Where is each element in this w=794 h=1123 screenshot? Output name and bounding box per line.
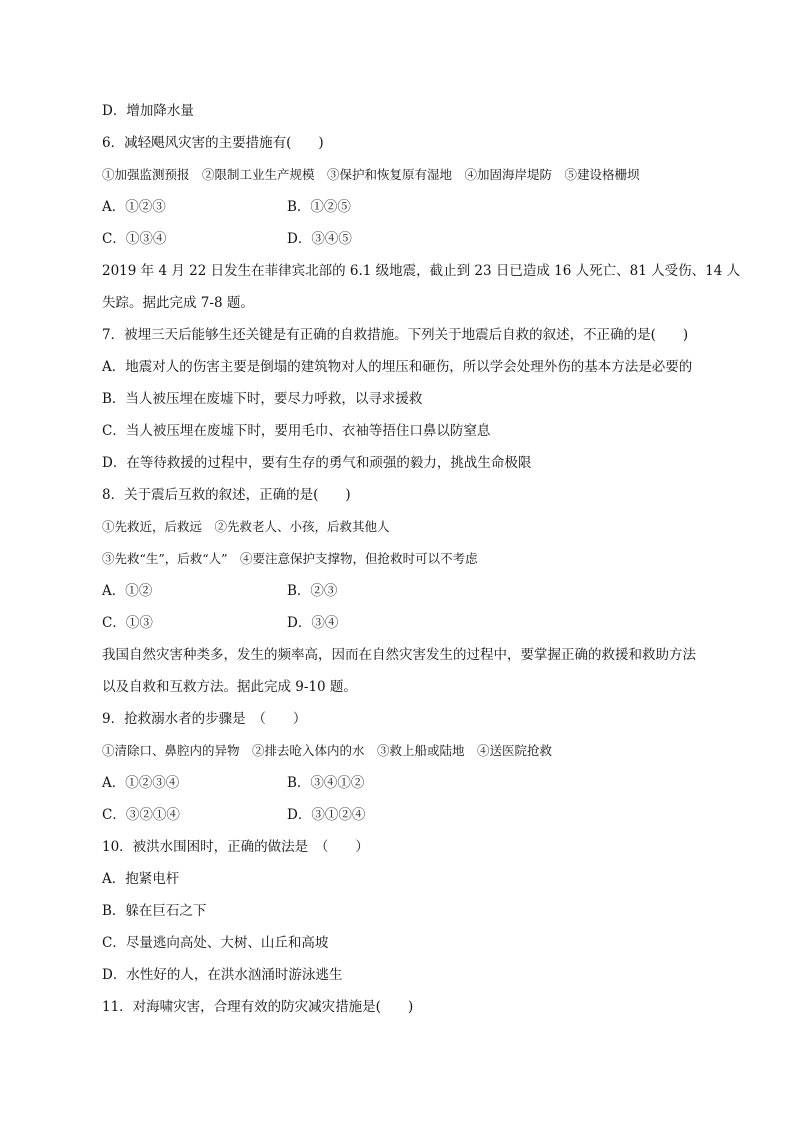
choice-b: B．③④①② (287, 775, 365, 791)
choice-c: C．③②①④ (102, 807, 180, 823)
choice-c: C．①③ (102, 615, 153, 631)
passage-text: 我国自然灾害种类多，发生的频率高，因而在自然灾害发生的过程中，要掌握正确的救援和救助方法 (102, 647, 696, 663)
question-10-choice-c (102, 932, 728, 964)
option-6-prev-d (102, 100, 728, 132)
passage-text: 2019 年 4 月 22 日发生在菲律宾北部的 6.1 级地震，截止到 23 日已造成 16 人死亡、81 人受伤、14 人 (102, 263, 741, 279)
choice-a: A．地震对人的伤害主要是倒塌的建筑物对人的埋压和砸伤，所以学会处理外伤的基本方法是必要的 (102, 359, 693, 375)
question-text: 10．被洪水围困时，正确的做法是 （ ） (102, 839, 369, 855)
items-text: ③先救“生”，后救“人” ④要注意保护支撑物，但抢救时可以不考虑 (102, 551, 478, 566)
line-text: D．增加降水量 (102, 103, 194, 119)
question-9 (102, 708, 728, 740)
question-text: 7．被埋三天后能够生还关键是有正确的自救措施。下列关于地震后自救的叙述，不正确的是( ) (102, 327, 689, 343)
question-10 (102, 836, 728, 868)
choice-d: D．水性好的人，在洪水汹涌时游泳逃生 (102, 967, 343, 983)
passage-9-10-line-2 (102, 676, 728, 708)
items-text: ①清除口、鼻腔内的异物 ②排去呛入体内的水 ③救上船或陆地 ④送医院抢救 (102, 743, 553, 758)
exam-page (102, 100, 741, 1028)
question-6-items (102, 164, 728, 196)
choice-d: D．③④⑤ (287, 231, 352, 247)
question-text: 6．减轻飓风灾害的主要措施有( ) (102, 135, 324, 151)
question-11 (102, 996, 728, 1028)
choice-d: D．在等待救援的过程中，要有生存的勇气和顽强的毅力，挑战生命极限 (102, 455, 532, 471)
choice-b: B．躲在巨石之下 (102, 903, 207, 919)
question-6-choices-cd (102, 228, 728, 260)
items-text: ①先救近，后救远 ②先救老人、小孩，后救其他人 (102, 519, 390, 534)
question-8-items-1 (102, 516, 728, 548)
question-8-choices-cd (102, 612, 728, 644)
question-text: 11．对海啸灾害，合理有效的防灾减灾措施是( ) (102, 999, 414, 1015)
question-text: 8．关于震后互救的叙述，正确的是( ) (102, 487, 351, 503)
passage-text: 以及自救和互救方法。据此完成 9-10 题。 (102, 679, 357, 695)
question-8-items-2 (102, 548, 728, 580)
passage-9-10-line-1 (102, 644, 728, 676)
choice-b: B．当人被压埋在废墟下时，要尽力呼救，以寻求援救 (102, 391, 423, 407)
question-9-choices-ab (102, 772, 728, 804)
question-6-choices-ab (102, 196, 728, 228)
question-7-choice-a (102, 356, 728, 388)
choice-a: A．①②③ (102, 199, 166, 215)
question-7 (102, 324, 728, 356)
items-text: ①加强监测预报 ②限制工业生产规模 ③保护和恢复原有湿地 ④加固海岸堤防 ⑤建设格栅坝 (102, 167, 640, 182)
question-8 (102, 484, 728, 516)
question-6 (102, 132, 728, 164)
passage-7-8-line-2 (102, 292, 728, 324)
choice-d: D．③④ (287, 615, 339, 631)
question-10-choice-b (102, 900, 728, 932)
question-7-choice-c (102, 420, 728, 452)
choice-a: A．①②③④ (102, 775, 180, 791)
choice-c: C．①③④ (102, 231, 167, 247)
question-9-items (102, 740, 728, 772)
choice-c: C．当人被压埋在废墟下时，要用毛巾、衣袖等捂住口鼻以防窒息 (102, 423, 491, 439)
question-9-choices-cd (102, 804, 728, 836)
choice-b: B．②③ (287, 583, 338, 599)
question-10-choice-a (102, 868, 728, 900)
passage-text: 失踪。据此完成 7-8 题。 (102, 295, 254, 311)
choice-b: B．①②⑤ (287, 199, 351, 215)
question-text: 9．抢救溺水者的步骤是 （ ） (102, 711, 307, 727)
question-8-choices-ab (102, 580, 728, 612)
choice-c: C．尽量逃向高处、大树、山丘和高坡 (102, 935, 329, 951)
question-7-choice-b (102, 388, 728, 420)
choice-d: D．③①②④ (287, 807, 366, 823)
choice-a: A．①② (102, 583, 153, 599)
question-7-choice-d (102, 452, 728, 484)
passage-7-8-line-1 (102, 260, 741, 292)
question-10-choice-d (102, 964, 728, 996)
choice-a: A．抱紧电杆 (102, 871, 180, 887)
